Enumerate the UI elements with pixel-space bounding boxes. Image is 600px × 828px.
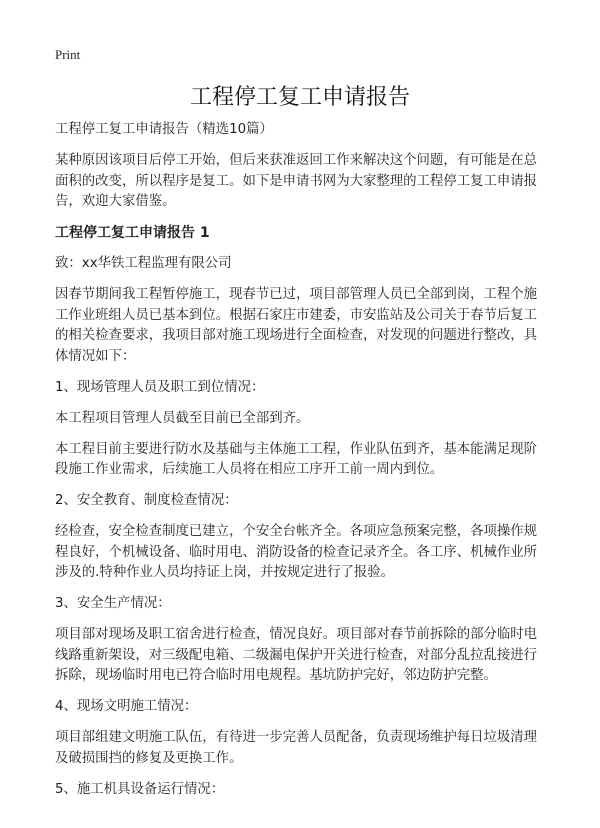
- text-line: 因春节期间我工程暂停施工，现春节已过，项目部管理人员已全部到岗，工程个施: [55, 287, 538, 302]
- text-line: 项目部组建文明施工队伍，有待进一步完善人员配备，负责现场维护每日垃圾清理: [55, 730, 538, 745]
- text-line: 项目部对现场及职工宿舍进行检查，情况良好。项目部对春节前拆除的部分临时电: [55, 627, 538, 642]
- paragraph: [55, 120, 555, 141]
- text-line: 工程停工复工申请报告（精选10篇）: [55, 122, 273, 137]
- text-line: 经检查，安全检查制度已建立，个安全台帐齐全。各项应急预案完整，各项操作规: [55, 524, 538, 539]
- text-line: 程良好，个机械设备、临时用电、消防设备的检查记录齐全。各工序、机械作业所: [55, 544, 538, 560]
- print-link[interactable]: Print: [55, 47, 81, 62]
- text-line: 拆除，现场临时用电已符合临时用电规程。基坑防护完好，邻边防护完整。: [55, 668, 497, 683]
- text-line: 涉及的.特种作业人员均持证上岗，并按规定进行了报验。: [55, 565, 395, 580]
- text-line: 工程停工复工申请报告 1: [55, 225, 210, 241]
- text-line: 1、现场管理人员及职工到位情况：: [55, 379, 265, 395]
- paragraph: [55, 728, 555, 769]
- paragraph: [55, 522, 555, 584]
- paragraph: [55, 594, 555, 615]
- text-line: 2、安全教育、制度检查情况：: [55, 493, 238, 508]
- text-line: 告，欢迎大家借鉴。: [55, 194, 176, 209]
- text-line: 面积的改变，所以程序是复工。如下是申请书网为大家整理的工程停工复工申请报: [55, 173, 538, 189]
- text-line: 线路重新架设，对三级配电箱、二级漏电保护开关进行检查，对部分乱拉乱接进行: [55, 647, 538, 663]
- paragraph: [55, 780, 555, 801]
- paragraph: [55, 285, 555, 367]
- text-line: 的相关检查要求，我项目部对施工现场进行全面检查，对发现的问题进行整改，具: [55, 328, 538, 343]
- text-line: 体情况如下：: [55, 348, 136, 364]
- paragraph: [55, 378, 555, 399]
- text-line: 工作业班组人员已基本到位。根据石家庄市建委，市安监站及公司关于春节后复工: [55, 307, 538, 323]
- section-heading: [55, 223, 555, 244]
- text-line: 3、安全生产情况：: [55, 596, 171, 611]
- paragraph: [55, 625, 555, 687]
- text-line: 5、施工机具设备运行情况：: [55, 781, 225, 797]
- document-body: [55, 120, 555, 811]
- text-line: 本工程项目管理人员截至目前已全部到齐。: [55, 410, 310, 426]
- page-title: 工程停工复工申请报告: [189, 85, 410, 110]
- text-line: 4、现场文明施工情况：: [55, 699, 198, 714]
- paragraph: [55, 409, 555, 430]
- paragraph: [55, 151, 555, 213]
- text-line: 及破损围挡的修复及更换工作。: [55, 750, 243, 766]
- text-line: 致：xx华铁工程监理有限公司: [55, 256, 232, 271]
- text-line: 本工程目前主要进行防水及基础与主体施工工程，作业队伍到齐，基本能满足现阶: [55, 441, 538, 457]
- text-line: 某种原因该项目后停工开始，但后来获准返回工作来解决这个问题，有可能是在总: [55, 153, 538, 168]
- text-line: 段施工作业需求，后续施工人员将在相应工序开工前一周内到位。: [55, 462, 444, 477]
- paragraph: [55, 254, 555, 275]
- paragraph: [55, 440, 555, 481]
- paragraph: [55, 491, 555, 512]
- paragraph: [55, 697, 555, 718]
